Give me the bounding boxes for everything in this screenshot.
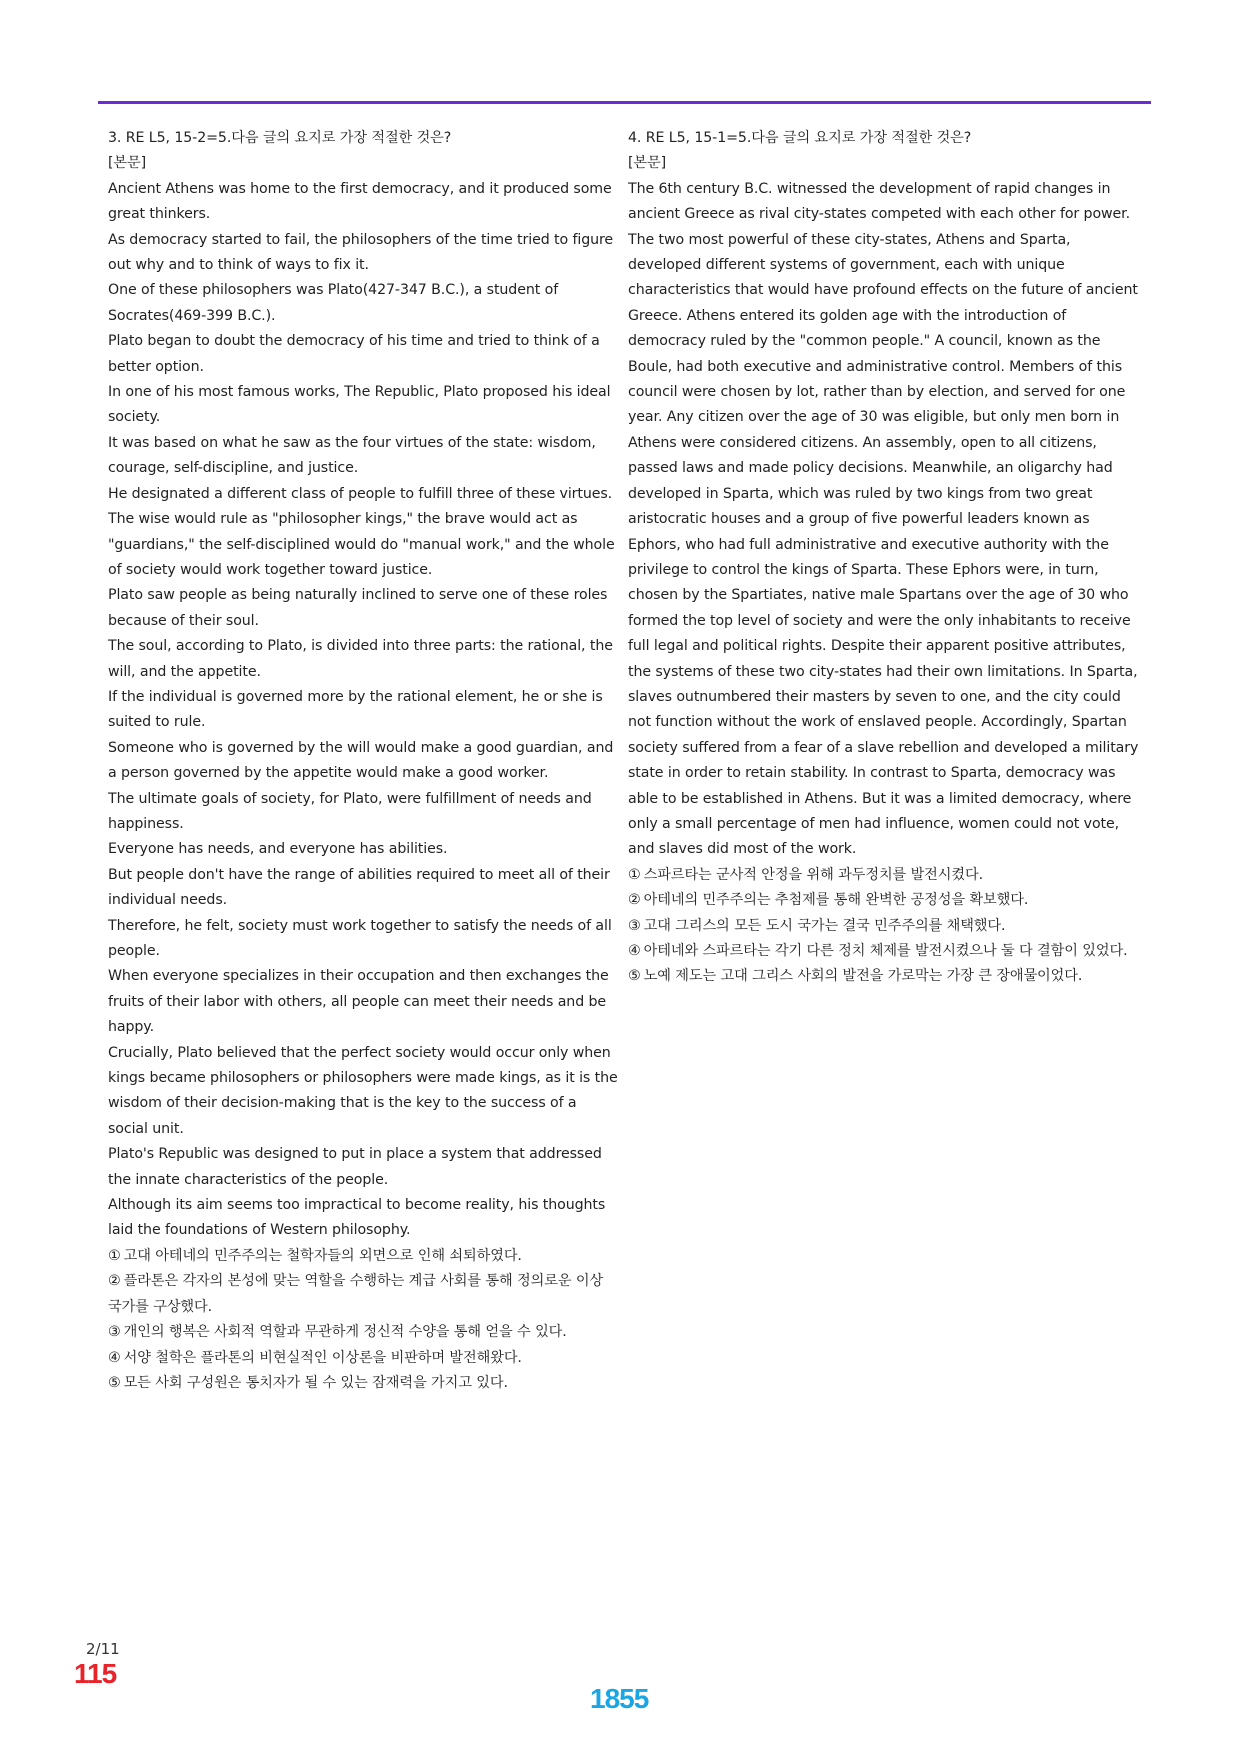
- paragraph: It was based on what he saw as the four virtues of the state: wisdom, courage, self-discipline, and justice.: [108, 434, 596, 477]
- choice-4[interactable]: [628, 939, 1143, 964]
- choice-text: 모든 사회 구성원은 통치자가 될 수 있는 잠재력을 가지고 있다.: [123, 1374, 508, 1391]
- choice-number: ①: [108, 1247, 121, 1264]
- choice-text: 서양 철학은 플라톤의 비현실적인 이상론을 비판하며 발전해왔다.: [123, 1349, 522, 1366]
- choice-text: 노예 제도는 고대 그리스 사회의 발전을 가로막는 가장 큰 장애물이었다.: [643, 968, 1083, 985]
- question-header: 3. RE L5, 15-2=5.다음 글의 요지로 가장 적절한 것은?: [108, 130, 452, 146]
- choice-3[interactable]: [628, 914, 1143, 939]
- question-4: [628, 126, 1143, 990]
- choice-1[interactable]: [108, 1244, 620, 1269]
- paragraph: If the individual is governed more by the rational element, he or she is suited to rule.: [108, 688, 603, 731]
- choice-2[interactable]: [628, 888, 1143, 913]
- paragraph: Plato's Republic was designed to put in place a system that addressed the innate characteristics of the people.: [108, 1146, 602, 1188]
- choice-text: 개인의 행복은 사회적 역할과 무관하게 정신적 수양을 통해 얻을 수 있다.: [123, 1324, 567, 1341]
- choice-1[interactable]: [628, 863, 1143, 888]
- passage: [628, 177, 1143, 863]
- choice-number: ④: [628, 943, 641, 959]
- paragraph: In one of his most famous works, The Republic, Plato proposed his ideal society.: [108, 384, 611, 426]
- choice-text: 아테네의 민주주의는 추첨제를 통해 완벽한 공정성을 확보했다.: [643, 892, 1029, 909]
- footer-code: 1855: [590, 1683, 649, 1714]
- choice-number: ⑤: [108, 1374, 121, 1391]
- paragraph: When everyone specializes in their occupation and then exchanges the fruits of their labor with others, all people can meet their needs and be happy.: [108, 968, 609, 1036]
- choice-number: ②: [628, 892, 641, 909]
- paragraph: Therefore, he felt, society must work together to satisfy the needs of all people.: [108, 917, 612, 959]
- paragraph: Crucially, Plato believed that the perfect society would occur only when kings became philosophers or philosophers were made kings, as it is the wisdom of their decision-making that is the key to the success of a social unit.: [108, 1044, 618, 1137]
- paragraph: Everyone has needs, and everyone has abilities.: [108, 841, 448, 858]
- question-3: [108, 126, 620, 1396]
- paragraph: Someone who is governed by the will would make a good guardian, and a person governed by the appetite would make a good worker.: [108, 739, 614, 782]
- paragraph: The wise would rule as "philosopher kings," the brave would act as "guardians," the self-disciplined would do "manual work," and the whole of society would work together toward justice.: [108, 511, 615, 578]
- answer-choices: [108, 1244, 620, 1396]
- choice-text: 아테네와 스파르타는 각기 다른 정치 체제를 발전시켰으나 둘 다 결함이 있었다.: [643, 943, 1128, 959]
- paragraph: He designated a different class of people to fulfill three of these virtues.: [108, 485, 613, 502]
- top-divider: [98, 101, 1151, 104]
- choice-4[interactable]: [108, 1346, 620, 1371]
- choice-5[interactable]: [628, 964, 1143, 989]
- paragraph: Plato began to doubt the democracy of his time and tried to think of a better option.: [108, 333, 600, 375]
- choice-2[interactable]: [108, 1269, 620, 1320]
- page-count: 2/11: [86, 1640, 120, 1658]
- paragraph: But people don't have the range of abilities required to meet all of their individual needs.: [108, 866, 610, 909]
- choice-text: 고대 그리스의 모든 도시 국가는 결국 민주주의를 채택했다.: [643, 917, 1006, 934]
- choice-number: ③: [628, 917, 641, 934]
- page-number: 115: [74, 1658, 117, 1689]
- choice-number: ③: [108, 1324, 121, 1341]
- choice-text: 고대 아테네의 민주주의는 철학자들의 외면으로 인해 쇠퇴하였다.: [123, 1247, 522, 1264]
- paragraph: Although its aim seems too impractical to become reality, his thoughts laid the foundations of Western philosophy.: [108, 1197, 606, 1239]
- passage-label: [본문]: [628, 155, 667, 172]
- paragraph: Plato saw people as being naturally inclined to serve one of these roles because of their soul.: [108, 587, 608, 629]
- choice-number: ②: [108, 1273, 121, 1290]
- paragraph: One of these philosophers was Plato(427-347 B.C.), a student of Socrates(469-399 B.C.).: [108, 282, 559, 324]
- choice-number: ⑤: [628, 968, 641, 985]
- paragraph: The 6th century B.C. witnessed the development of rapid changes in ancient Greece as rival city-states competed with each other for power. The two most powerful of these city-states, Athens and Sparta, developed different systems of government, each with unique characteristics that would have profound effects on the future of ancient Greece. Athens entered its golden age with the introduction of democracy ruled by the "common people." A council, known as the Boule, had both executive and administrative control. Members of this council were chosen by lot, rather than by election, and served for one year. Any citizen over the age of 30 was eligible, but only men born in Athens were considered citizens. An assembly, open to all citizens, passed laws and made policy decisions. Meanwhile, an oligarchy had developed in Sparta, which was ruled by two kings from two great aristocratic houses and a group of five powerful leaders known as Ephors, who had full administrative and executive authority with the privilege to control the kings of Sparta. These Ephors were, in turn, chosen by the Spartiates, native male Spartans over the age of 30 who formed the top level of society and were the only inhabitants to receive full legal and political rights. Despite their apparent positive attributes, the systems of these two city-states had their own limitations. In Sparta, slaves outnumbered their masters by seven to one, and the city could not function without the work of enslaved people. Accordingly, Spartan society suffered from a fear of a slave rebellion and developed a military state in order to retain stability. In contrast to Sparta, democracy was able to be established in Athens. But it was a limited democracy, where only a small percentage of men had influence, women could not vote, and slaves did most of the work.: [628, 180, 1139, 858]
- choice-number: ①: [628, 866, 641, 883]
- choice-3[interactable]: [108, 1320, 620, 1345]
- answer-choices: [628, 863, 1143, 990]
- paragraph: Ancient Athens was home to the first democracy, and it produced some great thinkers.: [108, 180, 612, 223]
- choice-5[interactable]: [108, 1371, 620, 1396]
- choice-number: ④: [108, 1349, 121, 1366]
- question-header: 4. RE L5, 15-1=5.다음 글의 요지로 가장 적절한 것은?: [628, 130, 972, 146]
- paragraph: The ultimate goals of society, for Plato, were fulfillment of needs and happiness.: [108, 790, 592, 832]
- passage-label: [본문]: [108, 155, 147, 172]
- passage: [108, 177, 620, 1244]
- choice-text: 플라톤은 각자의 본성에 맞는 역할을 수행하는 계급 사회를 통해 정의로운 이상 국가를 구상했다.: [108, 1273, 604, 1315]
- paragraph: The soul, according to Plato, is divided into three parts: the rational, the will, and the appetite.: [108, 638, 613, 680]
- paragraph: As democracy started to fail, the philosophers of the time tried to figure out why and to think of ways to fix it.: [108, 231, 614, 274]
- choice-text: 스파르타는 군사적 안정을 위해 과두정치를 발전시켰다.: [643, 866, 984, 883]
